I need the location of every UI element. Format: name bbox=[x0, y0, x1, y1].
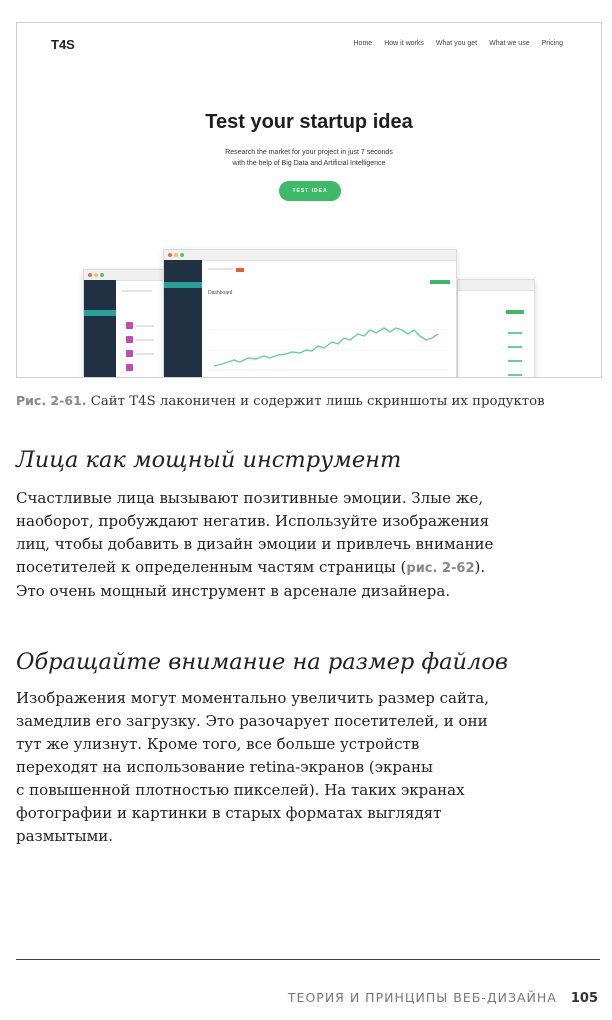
paragraph-line: с повышенной плотностью пикселей). На таких экранах bbox=[16, 781, 465, 799]
dashboard-line-chart bbox=[208, 300, 448, 378]
paragraph-line: переходят на использование retina-экранов (экраны bbox=[16, 758, 433, 776]
page-number: 105 bbox=[570, 991, 598, 1006]
text-segment: ). bbox=[474, 558, 486, 576]
footer-rule bbox=[16, 959, 600, 960]
dashboard-label: Dashboard bbox=[208, 290, 233, 296]
figure-caption bbox=[16, 393, 596, 409]
caption-number: Рис. 2-61. bbox=[16, 393, 87, 408]
mockup-window-dashboard bbox=[163, 249, 457, 378]
nav-what-you-get: What you get bbox=[435, 40, 478, 47]
paragraph-line: Это очень мощный инструмент в арсенале дизайнера. bbox=[16, 582, 451, 600]
caption-text: Сайт T4S лаконичен и содержит лишь скриншоты их продуктов bbox=[86, 394, 545, 409]
paragraph-line: наоборот, пробуждают негатив. Используйте изображения bbox=[16, 512, 490, 530]
paragraph-line: замедлив его загрузку. Это разочарует посетителей, и они bbox=[16, 712, 488, 730]
paragraph-line: тут же улизнут. Кроме того, все больше устройств bbox=[16, 735, 420, 753]
section-heading: Лица как мощный инструмент bbox=[16, 447, 402, 473]
nav-pricing: Pricing bbox=[541, 40, 563, 47]
running-title: ТЕОРИЯ И ПРИНЦИПЫ ВЕБ-ДИЗАЙНА bbox=[287, 990, 557, 1005]
paragraph-line: Счастливые лица вызывают позитивные эмоции. Злые же, bbox=[16, 489, 484, 507]
paragraph-line: Изображения могут моментально увеличить размер сайта, bbox=[16, 689, 490, 707]
mockup-window-right bbox=[457, 279, 535, 378]
paragraph-line: фотографии и картинки в старых форматах выглядят bbox=[16, 804, 442, 822]
hero-title: Test your startup idea bbox=[205, 111, 413, 133]
paragraph-line: лиц, чтобы добавить в дизайн эмоции и привлечь внимание bbox=[16, 535, 494, 553]
section-paragraph bbox=[16, 687, 596, 848]
hero-subtitle bbox=[17, 147, 601, 169]
paragraph-line: размытыми. bbox=[16, 827, 114, 845]
test-idea-button: TEST IDEA bbox=[279, 181, 341, 201]
page-footer bbox=[288, 990, 598, 1006]
nav-how-it-works: How it works bbox=[384, 40, 424, 47]
figure-reference-link[interactable]: рис. 2-62 bbox=[406, 561, 475, 576]
site-nav bbox=[354, 40, 564, 47]
nav-home: Home bbox=[353, 40, 373, 47]
section-heading: Обращайте внимание на размер файлов bbox=[16, 649, 508, 675]
section-paragraph bbox=[16, 487, 596, 603]
paragraph-line bbox=[16, 556, 596, 580]
hero-subtitle-line: Research the market for your project in just 7 seconds bbox=[225, 149, 393, 156]
mockup-window-left bbox=[83, 269, 167, 378]
site-logo: T4S bbox=[51, 37, 75, 52]
text-segment: посетителей к определенным частям страницы ( bbox=[16, 558, 407, 576]
figure-screenshot bbox=[16, 22, 602, 378]
nav-what-we-use: What we use bbox=[489, 40, 530, 47]
hero-subtitle-line: with the help of Big Data and Artificial Intelligence bbox=[232, 160, 386, 167]
